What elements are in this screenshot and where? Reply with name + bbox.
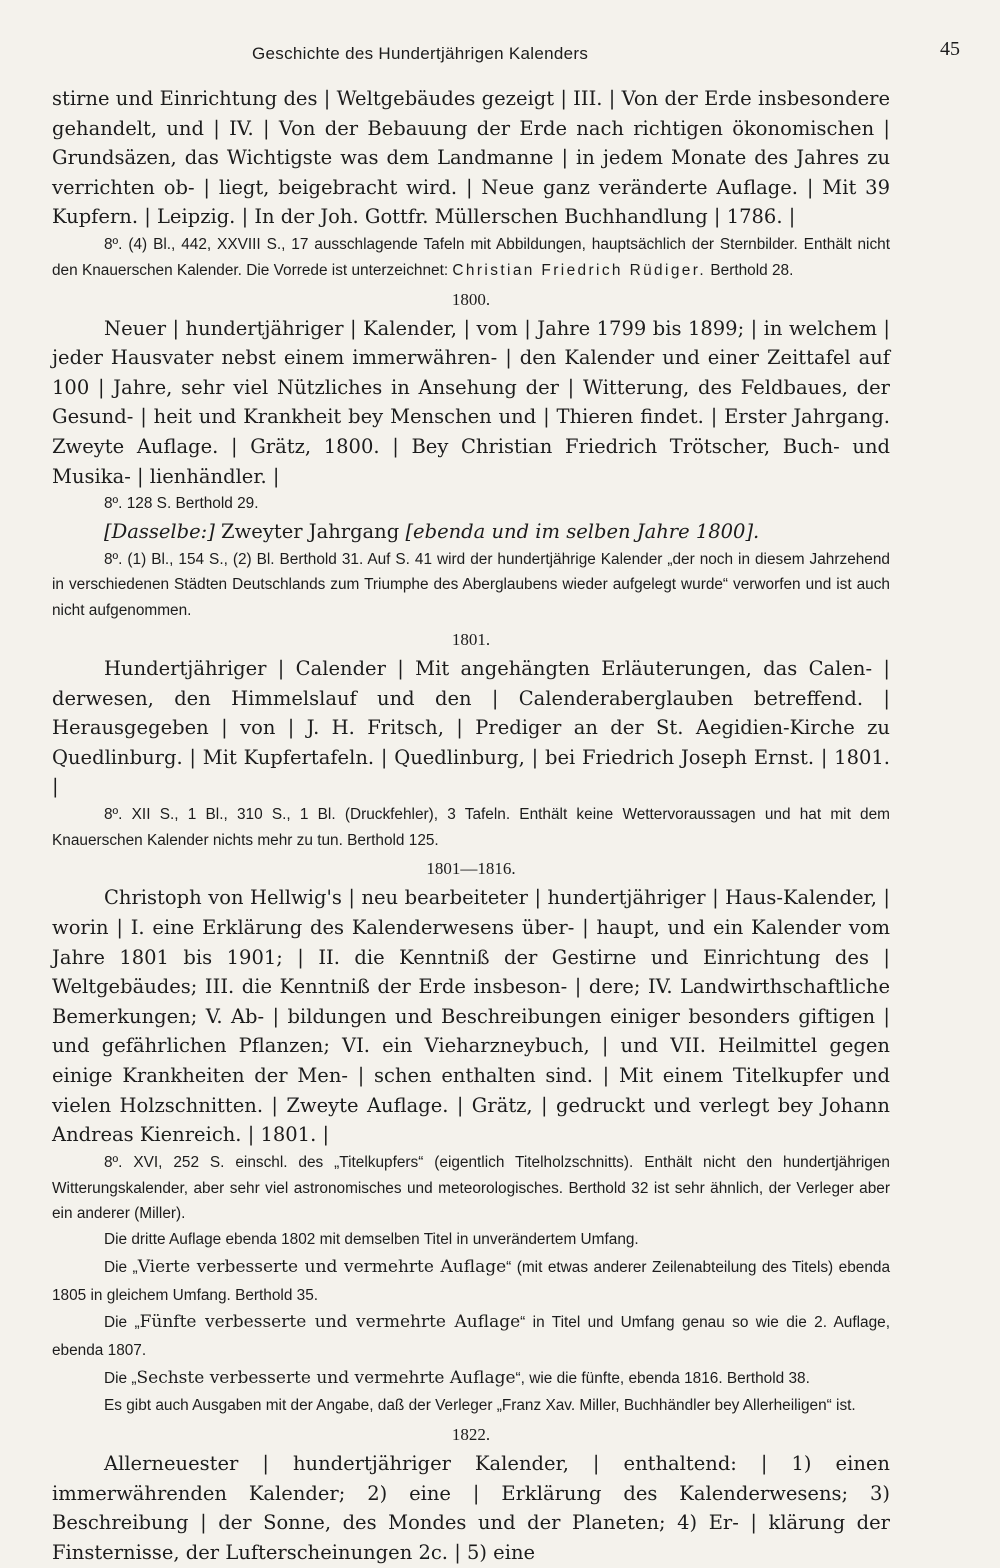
- edition-4-note: [52, 1253, 890, 1308]
- edition-6-post: “, wie die fünfte, ebenda 1816. Berthold 38.: [515, 1369, 810, 1387]
- edition-6-note: [52, 1364, 890, 1394]
- edition-4-pre: Die „: [104, 1259, 138, 1276]
- entry-1786-title: stirne und Einrichtung des | Weltgebäudes gezeigt | III. | Von der Erde insbesondere gehandelt, und | IV. | Von der Bebauung der Erde nach richtigen ökonomischen | Grundsäzen, das Wichtigste was dem Landmanne | in jedem Monate des Jahres zu verrichten ob- | liegt, beigebracht wird. | Neue ganz veränderte Auflage. | Mit 39 Kupfern. | Leipzig. | In der Joh. Gottfr. Müllerschen Buchhandlung | 1786. |: [52, 87, 890, 229]
- entry-1786-author: Christian Friedrich Rüdiger.: [452, 261, 707, 279]
- page-content: [52, 84, 890, 1568]
- entry-1786-note-a: 8º. (4) Bl., 442, XXVIII S., 17 ausschlagende Tafeln mit Abbildungen, hauptsächlich der Sternbilder. Enthält nicht den Knauerschen Kalender. Die Vorrede ist unterzeichnet:: [52, 235, 890, 279]
- edition-6-title: Sechste verbesserte und vermehrte Auflage: [136, 1367, 516, 1388]
- entry-1800-same: [52, 517, 890, 547]
- entry-1801-note: 8º. XII S., 1 Bl., 310 S., 1 Bl. (Druckfehler), 3 Tafeln. Enthält keine Wettervoraussagen und hat mit dem Knauerschen Kalender nichts mehr zu tun. Berthold 125.: [52, 805, 890, 849]
- running-title: Geschichte des Hundertjährigen Kalenders: [252, 44, 589, 63]
- entry-1801-1816-title: Christoph von Hellwig's | neu bearbeiteter | hundertjähriger | Haus-Kalender, | worin | I. eine Erklärung des Kalenderwesens über- | haupt, und ein Kalender vom Jahre 1801 bis 1901; | II. die Kenntniß der Gestirne und Einrichtung des | Weltgebäudes; III. die Kenntniß der Erde insbeson- | dere; IV. Landwirthschaftliche Bemerkungen; V. Ab- | bildungen und Beschreibungen einiger besonders giftigen | und gefährlichen Pflanzen; VI. ein Vieharzneybuch, | und VII. Heilmittel gegen einige Krankheiten der Men- | schen enthalten sind. | Mit einem Titelkupfer und vielen Holzschnitten. | Zweyte Auflage. | Grätz, | gedruckt und verlegt bey Johann Andreas Kienreich. | 1801. |: [52, 886, 890, 1147]
- year-heading-1822: 1822.: [451, 1425, 491, 1445]
- entry-1822-title: Allerneuester | hundertjähriger Kalender, | enthaltend: | 1) einen immerwährenden Kalender; 2) eine | Erklärung des Kalenderwesens; 3) Beschreibung | der Sonne, des Mondes und der Planeten; 4) Er- | klärung der Finsternisse, der Lufterscheinungen 2c. | 5) eine: [52, 1452, 890, 1564]
- edition-5-note: [52, 1308, 890, 1363]
- entry-1800-same-label: [Dasselbe:]: [104, 519, 215, 543]
- edition-other-note: Es gibt auch Ausgaben mit der Angabe, daß der Verleger „Franz Xav. Miller, Buchhändler bey Allerheiligen“ ist.: [104, 1397, 856, 1415]
- edition-6-pre: Die „: [104, 1369, 137, 1387]
- edition-4-post: “ (mit etwas anderer Zeilenabteilung des Titels) ebenda 1805 in gleichem Umfang. Berthold 35.: [52, 1259, 891, 1304]
- edition-4-title: Vierte verbesserte und vermehrte Auflage: [137, 1257, 507, 1277]
- entry-1800-title: Neuer | hundertjähriger | Kalender, | vom | Jahre 1799 bis 1899; | in welchem | jeder Hausvater nebst einem immerwähren- | den Kalender und einer Zeittafel auf 100 | Jahre, sehr viel Nützliches in Ansehung der | Witterung, des Feldbaues, der Gesund- | heit und Krankheit bey Menschen und | Thieren findet. | Erster Jahrgang. Zweyte Auflage. | Grätz, 1800. | Bey Christian Friedrich Trötscher, Buch- und Musika- | lienhändler. |: [52, 316, 890, 488]
- running-header: [52, 38, 960, 68]
- entry-1801-1816-note: 8º. XVI, 252 S. einschl. des „Titelkupfers“ (eigentlich Titelholzschnitts). Enthält nicht den hundertjährigen Witterungskalender, aber sehr viel astronomisches und meteorologisches. Berthold 32 ist sehr ähnlich, der Verleger aber ein anderer (Miller).: [52, 1153, 890, 1223]
- year-heading-1800: 1800.: [451, 289, 491, 309]
- year-heading-1801-1816: 1801—1816.: [426, 859, 516, 879]
- entry-1786-note: [52, 232, 890, 284]
- entry-1800-note-2: 8º. (1) Bl., 154 S., (2) Bl. Berthold 31. Auf S. 41 wird der hundertjährige Kalender „der noch in diesem Jahrzehend in verschiedenen Städten Deutschlands zum Triumphe des Aberglaubens wieder aufgelegt wurde“ verworfen und ist auch nicht aufgenommen.: [52, 550, 890, 620]
- entry-1800-note: 8º. 128 S. Berthold 29.: [104, 495, 259, 513]
- entry-1800-same-text: Zweyter Jahrgang: [214, 519, 406, 543]
- entry-1801-title: Hundertjähriger | Calender | Mit angehängten Erläuterungen, das Calen- | derwesen, den Himmelslauf und den | Calenderaberglauben betreffend. | Herausgegeben | von | J. H. Fritsch, | Prediger an der St. Aegidien-Kirche zu Quedlinburg. | Mit Kupfertafeln. | Quedlinburg, | bei Friedrich Joseph Ernst. | 1801. |: [52, 656, 890, 799]
- year-heading-1801: 1801.: [451, 629, 491, 649]
- page-number: 45: [940, 38, 960, 60]
- edition-5-pre: Die „: [104, 1314, 140, 1332]
- edition-3-note: Die dritte Auflage ebenda 1802 mit demselben Titel in unverändertem Umfang.: [104, 1231, 639, 1249]
- entry-1786-note-b: Berthold 28.: [706, 261, 794, 279]
- edition-5-post: “ in Titel und Umfang genau so wie die 2. Auflage, ebenda 1807.: [52, 1314, 891, 1359]
- entry-1800-same-bracket: [ebenda und im selben Jahre 1800].: [405, 519, 760, 543]
- edition-5-title: Fünfte verbesserte und vermehrte Auflage: [139, 1312, 521, 1333]
